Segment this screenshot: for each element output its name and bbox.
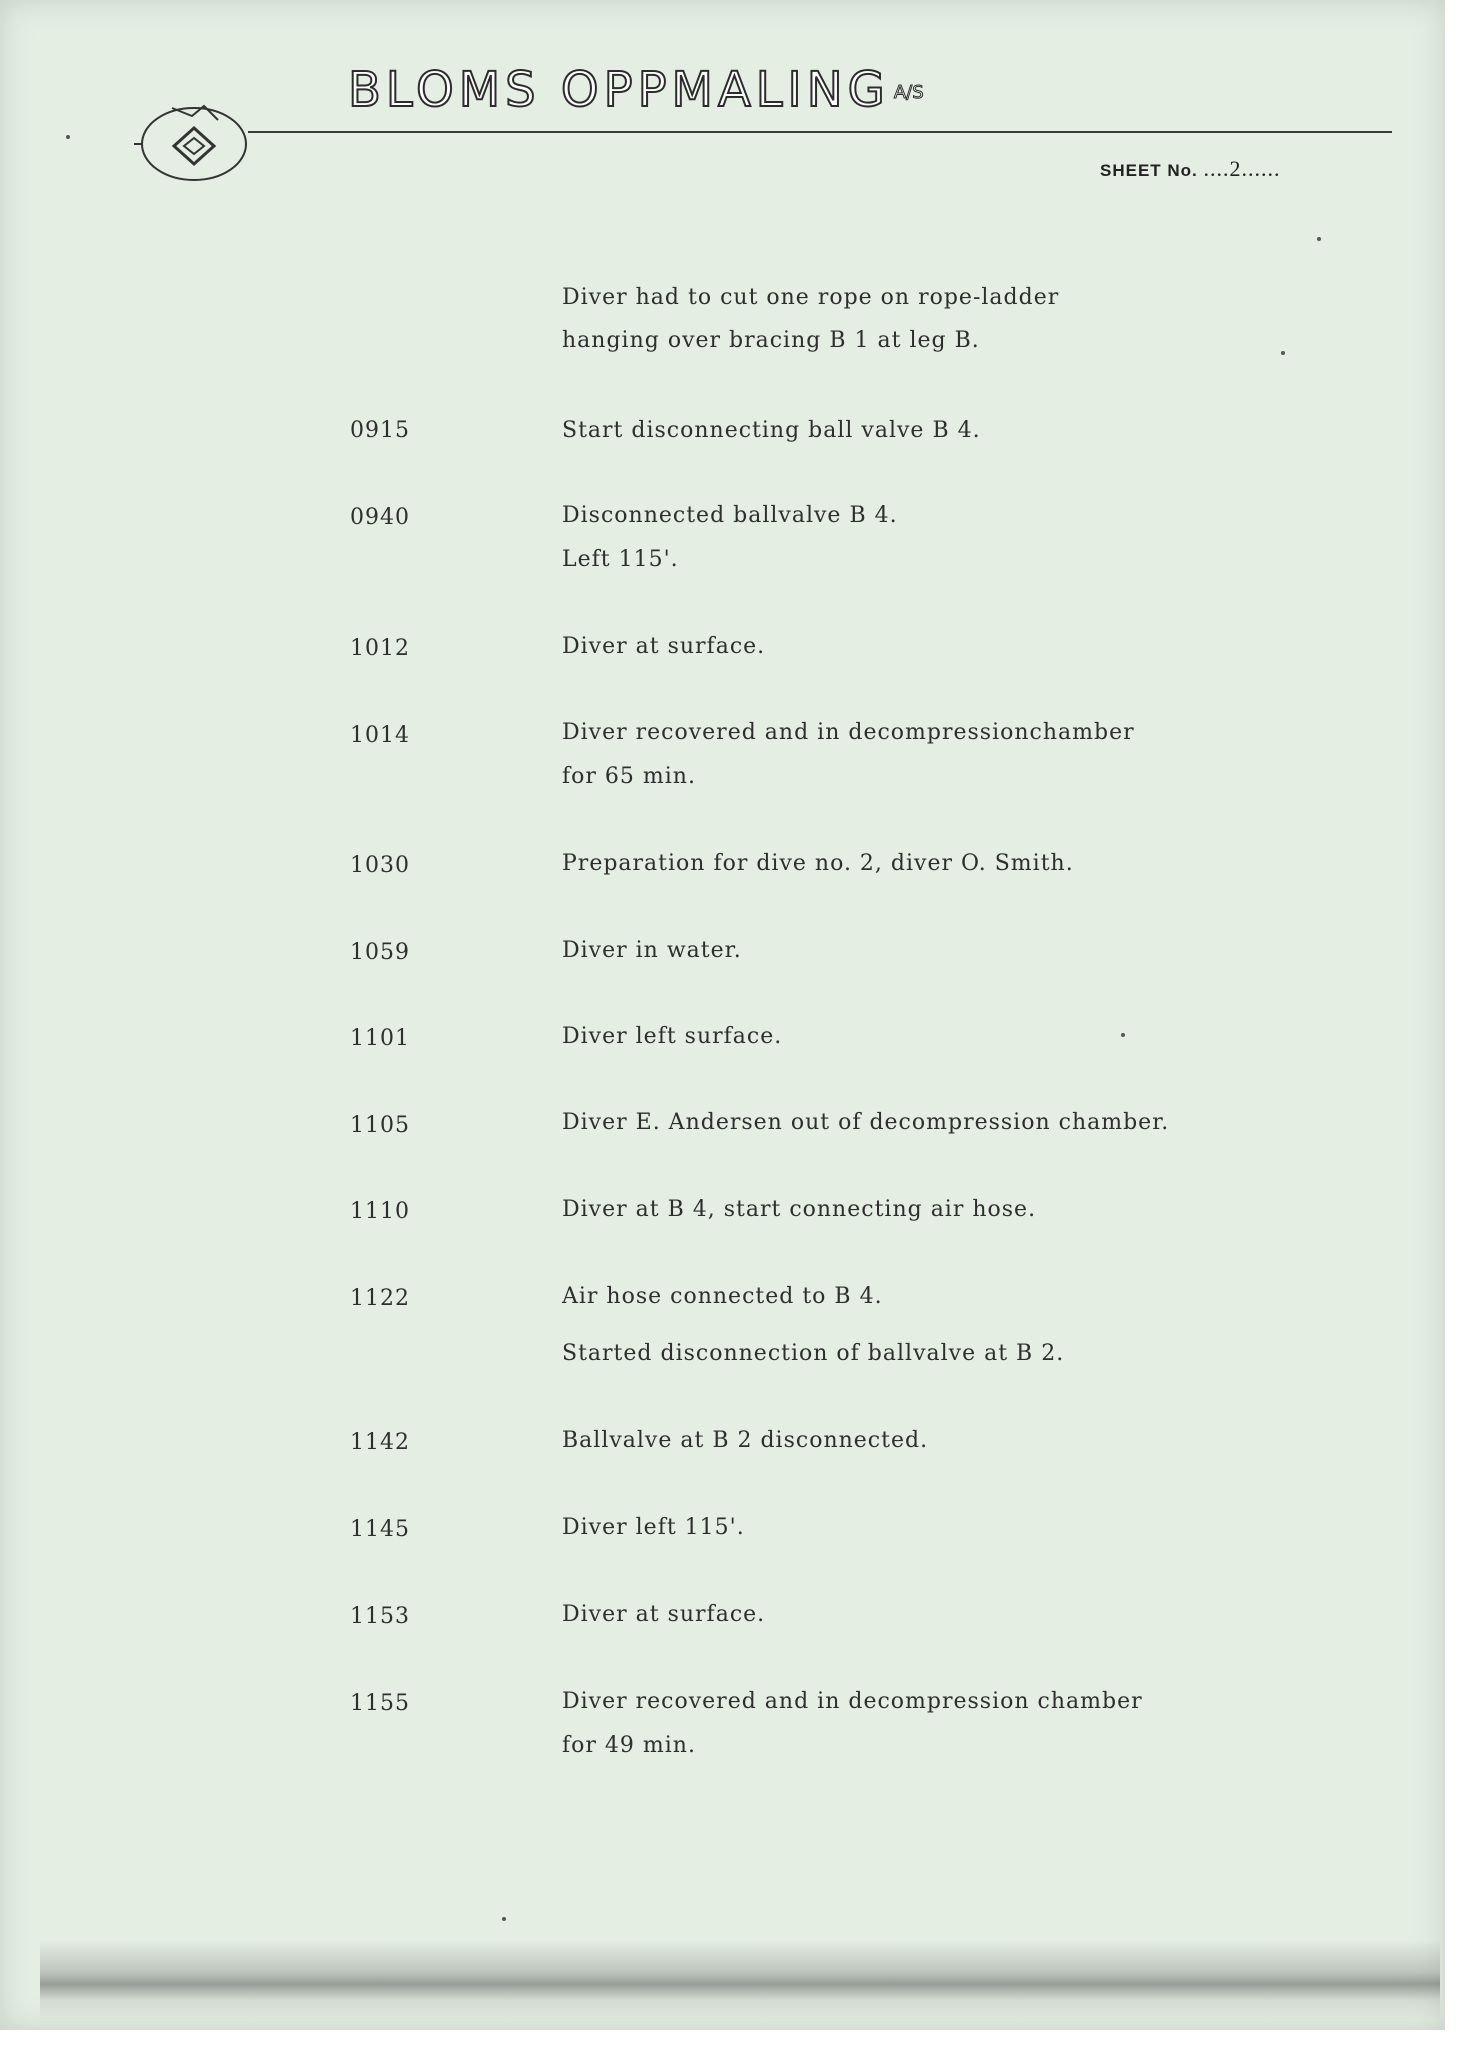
company-logo-icon [132, 98, 254, 186]
entry-text: Started disconnection of ballvalve at B 2. [562, 1341, 1065, 1366]
entry-time: 1014 [350, 723, 410, 748]
entry-text: Diver at surface. [562, 634, 766, 659]
entry-text: Diver recovered and in decompression chamber [562, 1689, 1143, 1714]
entry-text: Disconnected ballvalve B 4. [562, 503, 898, 528]
entry-time: 1059 [350, 940, 410, 965]
entry-time: 1145 [350, 1517, 410, 1542]
sheet-number [1100, 156, 1281, 182]
paper-speck [1317, 237, 1321, 241]
entry-text: Start disconnecting ball valve B 4. [562, 418, 981, 443]
entry-time: 1122 [350, 1286, 410, 1311]
entry-text: for 49 min. [562, 1733, 696, 1758]
company-suffix: A/S [893, 82, 924, 103]
entry-time: 1012 [350, 636, 410, 661]
entry-text: Diver left surface. [562, 1024, 783, 1049]
paper-speck [502, 1917, 506, 1921]
entry-text: Diver left 115'. [562, 1515, 745, 1540]
sheet-leader-after: ...... [1241, 156, 1281, 181]
sheet-number-value: 2 [1229, 156, 1242, 181]
letterhead-rule [248, 131, 1392, 133]
sheet-label: SHEET No. [1100, 161, 1198, 180]
entry-text: Diver at surface. [562, 1602, 766, 1627]
entry-text: Preparation for dive no. 2, diver O. Smith. [562, 851, 1074, 876]
entry-time: 1142 [350, 1430, 410, 1455]
entry-text: Diver in water. [562, 938, 742, 963]
paper-speck [66, 135, 70, 139]
entry-time: 0940 [350, 505, 410, 530]
paper-speck [1121, 1033, 1125, 1037]
entry-text: Air hose connected to B 4. [562, 1284, 883, 1309]
company-name: BLOMS OPPMALING [348, 62, 890, 118]
entry-text: Ballvalve at B 2 disconnected. [562, 1428, 929, 1453]
entry-time: 0915 [350, 418, 410, 443]
sheet-leader-before: .... [1203, 156, 1230, 181]
page-bottom-shadow [40, 1940, 1440, 2020]
entry-time: 1153 [350, 1604, 410, 1629]
entry-time: 1110 [350, 1199, 410, 1224]
entry-time: 1155 [350, 1691, 410, 1716]
company-letterhead [348, 60, 924, 120]
entry-time: 1101 [350, 1026, 410, 1051]
entry-text: Diver at B 4, start connecting air hose. [562, 1197, 1037, 1222]
entry-time: 1030 [350, 853, 410, 878]
paper-speck [1281, 351, 1285, 355]
entry-text: for 65 min. [562, 764, 696, 789]
intro-line: hanging over bracing B 1 at leg B. [562, 328, 980, 353]
intro-line: Diver had to cut one rope on rope-ladder [562, 285, 1060, 310]
entry-text: Diver E. Andersen out of decompression chamber. [562, 1110, 1170, 1135]
entry-time: 1105 [350, 1113, 410, 1138]
entry-text: Diver recovered and in decompressionchamber [562, 720, 1135, 745]
entry-text: Left 115'. [562, 547, 679, 572]
